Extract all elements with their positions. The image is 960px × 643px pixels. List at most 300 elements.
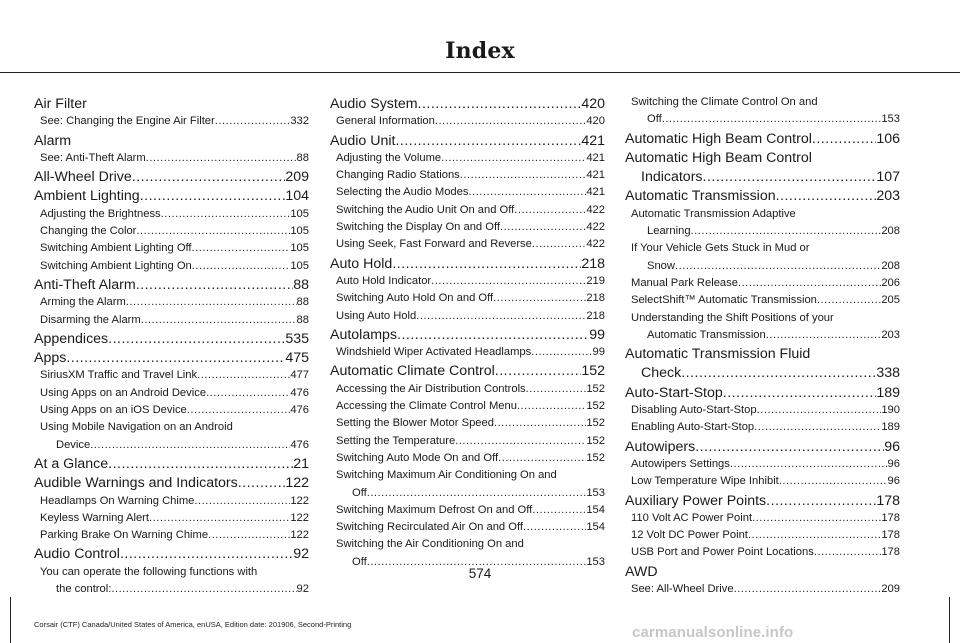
entry-label: Autowipers Settings — [631, 457, 730, 470]
index-column-3 — [625, 97, 900, 601]
entry-page-number: 153 — [881, 113, 900, 126]
entry-page-number: 152 — [586, 451, 605, 464]
leader-dots — [523, 522, 586, 533]
leader-dots — [532, 505, 586, 516]
index-sub-entry — [330, 187, 605, 204]
entry-page-number: 152 — [586, 382, 605, 395]
leader-dots — [734, 584, 882, 595]
entry-page-number: 105 — [290, 207, 309, 220]
index-sub-entry — [625, 97, 900, 114]
index-sub-entry — [34, 405, 309, 422]
index-sub-entry — [625, 513, 900, 530]
index-main-entry — [625, 151, 900, 170]
leader-dots — [208, 530, 290, 541]
leader-dots — [766, 494, 876, 508]
entry-page-number: 96 — [887, 475, 900, 488]
index-main-entry — [34, 97, 309, 116]
entry-label: You can operate the following functions with — [40, 565, 258, 578]
index-sub-entry — [330, 522, 605, 539]
entry-page-number: 206 — [881, 276, 900, 289]
entry-label: Automatic Transmission Fluid — [625, 346, 811, 363]
index-main-entry — [330, 257, 605, 276]
entry-label: Switching the Display On and Off — [336, 221, 500, 234]
leader-dots — [108, 457, 293, 471]
entry-page-number: 122 — [290, 511, 309, 524]
entry-page-number: 107 — [876, 169, 900, 186]
entry-label: Ambient Lighting — [34, 188, 140, 205]
index-sub-entry — [34, 226, 309, 243]
index-main-entry — [330, 134, 605, 153]
leader-dots — [779, 476, 888, 487]
leader-dots — [132, 170, 286, 184]
index-sub-entry — [330, 453, 605, 470]
entry-label: Alarm — [34, 132, 72, 149]
entry-label: Using Apps on an iOS Device — [40, 404, 187, 417]
entry-label: Manual Park Release — [631, 276, 738, 289]
index-sub-entry — [34, 513, 309, 530]
entry-label: Switching Auto Hold On and Off — [336, 292, 494, 305]
leader-dots — [149, 513, 290, 524]
entry-label: Changing the Color — [40, 225, 137, 238]
entry-label: Using Auto Hold — [336, 309, 417, 322]
entry-label: Appendices — [34, 330, 109, 347]
leader-dots — [460, 170, 587, 181]
entry-page-number: 154 — [586, 503, 605, 516]
index-main-entry — [34, 134, 309, 153]
entry-page-number: 106 — [876, 130, 900, 147]
leader-dots — [90, 440, 290, 451]
entry-label: Switching Maximum Air Conditioning On and — [336, 469, 557, 482]
entry-label: USB Port and Power Point Locations — [631, 546, 814, 559]
entry-page-number: 476 — [290, 404, 309, 417]
entry-page-number: 96 — [887, 457, 900, 470]
page-number: 574 — [468, 566, 492, 581]
entry-page-number: 189 — [881, 421, 900, 434]
index-sub-entry — [330, 384, 605, 401]
index-sub-entry — [625, 547, 900, 564]
leader-dots — [752, 513, 881, 524]
leader-dots — [418, 97, 582, 111]
index-sub-entry — [330, 401, 605, 418]
leader-dots — [757, 405, 882, 416]
entry-page-number: 105 — [290, 242, 309, 255]
index-sub-entry — [625, 114, 900, 131]
entry-label: Keyless Warning Alert — [40, 511, 150, 524]
index-sub-entry — [625, 422, 900, 439]
entry-label: Apps — [34, 350, 67, 367]
entry-label: Switching the Climate Control On and — [631, 96, 818, 108]
leader-dots — [817, 295, 881, 306]
index-main-entry — [34, 476, 309, 495]
entry-label: Audio Control — [34, 546, 120, 563]
entry-label: the control: — [56, 583, 112, 596]
leader-dots — [723, 386, 877, 400]
leader-dots — [206, 388, 290, 399]
entry-page-number: 178 — [881, 546, 900, 559]
crop-mark-right — [949, 597, 950, 643]
index-sub-entry — [625, 330, 900, 347]
crop-mark-left — [10, 597, 11, 643]
entry-label: Snow — [647, 259, 675, 272]
index-sub-entry — [330, 505, 605, 522]
index-sub-entry — [34, 297, 309, 314]
leader-dots — [194, 496, 290, 507]
entry-label: Low Temperature Wipe Inhibit — [631, 475, 779, 488]
index-sub-entry — [330, 205, 605, 222]
index-sub-entry — [330, 116, 605, 133]
entry-label: 12 Volt DC Power Point — [631, 529, 748, 542]
entry-label: Disarming the Alarm — [40, 313, 141, 326]
entry-label: Device — [56, 438, 91, 451]
entry-page-number: 122 — [290, 494, 309, 507]
entry-page-number: 88 — [293, 276, 309, 293]
leader-dots — [441, 153, 586, 164]
index-main-entry — [34, 351, 309, 370]
leader-dots — [814, 547, 881, 558]
leader-dots — [367, 488, 587, 499]
index-sub-entry — [34, 209, 309, 226]
entry-page-number: 421 — [586, 186, 605, 199]
leader-dots — [526, 384, 587, 395]
leader-dots — [397, 328, 589, 342]
entry-page-number: 209 — [881, 583, 900, 596]
entry-page-number: 189 — [876, 384, 900, 401]
entry-page-number: 92 — [293, 546, 309, 563]
index-sub-entry — [625, 476, 900, 493]
leader-dots — [531, 347, 592, 358]
leader-dots — [532, 239, 586, 250]
entry-label: General Information — [336, 115, 435, 128]
index-main-entry — [625, 132, 900, 151]
leader-dots — [662, 114, 882, 125]
index-main-entry — [330, 364, 605, 383]
leader-dots — [140, 189, 286, 203]
index-sub-entry — [330, 311, 605, 328]
entry-label: Audio System — [330, 96, 418, 112]
index-sub-entry — [34, 315, 309, 332]
entry-label: Using Apps on an Android Device — [40, 386, 207, 399]
entry-label: Windshield Wiper Activated Headlamps — [336, 346, 532, 359]
entry-page-number: 218 — [581, 255, 605, 272]
entry-page-number: 422 — [586, 238, 605, 251]
leader-dots — [187, 405, 291, 416]
leader-dots — [493, 293, 586, 304]
entry-label: Disabling Auto-Start-Stop — [631, 404, 757, 417]
entry-page-number: 421 — [581, 132, 605, 149]
header-divider — [0, 72, 960, 73]
index-main-entry — [625, 347, 900, 366]
leader-dots — [703, 170, 877, 184]
entry-label: Setting the Blower Motor Speed — [336, 417, 494, 430]
entry-label: 110 Volt AC Power Point — [631, 511, 753, 524]
index-sub-entry — [330, 293, 605, 310]
index-column-2 — [330, 97, 605, 574]
index-sub-entry — [34, 116, 309, 133]
entry-label: Adjusting the Brightness — [40, 207, 161, 220]
entry-page-number: 122 — [285, 475, 309, 492]
entry-label: Switching the Audio Unit On and Off — [336, 203, 515, 216]
index-sub-entry — [625, 226, 900, 243]
index-sub-entry — [625, 243, 900, 260]
index-main-entry — [625, 366, 900, 385]
entry-label: Auxiliary Power Points — [625, 492, 767, 509]
index-sub-entry — [34, 440, 309, 457]
leader-dots — [812, 132, 876, 146]
entry-label: Setting the Temperature — [336, 434, 456, 447]
leader-dots — [416, 311, 586, 322]
index-sub-entry — [34, 261, 309, 278]
entry-page-number: 178 — [881, 511, 900, 524]
entry-page-number: 208 — [881, 259, 900, 272]
entry-label: Auto Hold — [330, 255, 393, 272]
entry-label: Automatic Transmission — [647, 328, 766, 341]
leader-dots — [691, 226, 882, 237]
entry-label: See: Changing the Engine Air Filter — [40, 115, 215, 128]
index-sub-entry — [330, 347, 605, 364]
leader-dots — [392, 257, 581, 271]
entry-label: Switching the Air Conditioning On and — [336, 538, 524, 551]
entry-label: SiriusXM Traffic and Travel Link — [40, 369, 198, 382]
entry-page-number: 203 — [876, 188, 900, 205]
entry-page-number: 178 — [881, 529, 900, 542]
entry-label: Auto-Start-Stop — [625, 384, 723, 401]
entry-label: If Your Vehicle Gets Stuck in Mud or — [631, 242, 810, 255]
entry-label: Air Filter — [34, 96, 87, 112]
leader-dots — [136, 278, 294, 292]
leader-dots — [495, 364, 582, 378]
index-sub-entry — [625, 313, 900, 330]
entry-label: Off — [352, 555, 367, 568]
leader-dots — [776, 189, 877, 203]
index-sub-entry — [330, 470, 605, 487]
index-sub-entry — [625, 278, 900, 295]
entry-page-number: 421 — [586, 169, 605, 182]
index-sub-entry — [34, 496, 309, 513]
leader-dots — [192, 243, 291, 254]
entry-label: Using Seek, Fast Forward and Reverse — [336, 238, 532, 251]
index-sub-entry — [625, 295, 900, 312]
entry-page-number: 152 — [586, 434, 605, 447]
entry-label: Parking Brake On Warning Chime — [40, 529, 209, 542]
leader-dots — [126, 297, 297, 308]
entry-label: Audible Warnings and Indicators — [34, 475, 238, 492]
entry-page-number: 105 — [290, 225, 309, 238]
index-sub-entry — [34, 584, 309, 601]
entry-page-number: 105 — [290, 259, 309, 272]
entry-label: Autolamps — [330, 326, 398, 343]
index-sub-entry — [34, 243, 309, 260]
index-sub-entry — [34, 422, 309, 439]
entry-page-number: 219 — [586, 274, 605, 287]
index-sub-entry — [330, 239, 605, 256]
entry-label: All-Wheel Drive — [34, 169, 132, 186]
entry-page-number: 88 — [296, 313, 309, 326]
leader-dots — [136, 226, 290, 237]
entry-label: Understanding the Shift Positions of your — [631, 311, 834, 324]
leader-dots — [681, 366, 876, 380]
leader-dots — [66, 351, 285, 365]
entry-page-number: 338 — [876, 365, 900, 382]
leader-dots — [197, 370, 290, 381]
entry-page-number: 203 — [881, 328, 900, 341]
index-sub-entry — [330, 436, 605, 453]
entry-page-number: 99 — [592, 346, 605, 359]
index-main-entry — [330, 97, 605, 116]
leader-dots — [435, 116, 586, 127]
leader-dots — [111, 584, 296, 595]
leader-dots — [730, 459, 888, 470]
entry-label: Autowipers — [625, 438, 696, 455]
index-sub-entry — [625, 530, 900, 547]
entry-label: Selecting the Audio Modes — [336, 186, 469, 199]
index-sub-entry — [330, 539, 605, 556]
entry-page-number: 152 — [586, 400, 605, 413]
entry-label: AWD — [625, 563, 658, 580]
entry-page-number: 99 — [589, 326, 605, 343]
entry-page-number: 153 — [586, 486, 605, 499]
leader-dots — [141, 315, 297, 326]
entry-page-number: 477 — [290, 369, 309, 382]
index-main-entry — [330, 328, 605, 347]
entry-label: Enabling Auto-Start-Stop — [631, 421, 755, 434]
index-main-entry — [625, 494, 900, 513]
index-sub-entry — [330, 153, 605, 170]
entry-page-number: 421 — [586, 151, 605, 164]
index-main-entry — [625, 386, 900, 405]
entry-label: Switching Ambient Lighting Off — [40, 242, 192, 255]
entry-page-number: 205 — [881, 294, 900, 307]
entry-page-number: 475 — [285, 350, 309, 367]
index-sub-entry — [330, 488, 605, 505]
leader-dots — [431, 276, 586, 287]
footer-edition-text: Corsair (CTF) Canada/United States of America, enUSA, Edition date: 201906, Second-Printing — [34, 620, 352, 629]
entry-label: Accessing the Air Distribution Controls — [336, 382, 526, 395]
leader-dots — [192, 261, 291, 272]
leader-dots — [695, 440, 884, 454]
leader-dots — [215, 116, 291, 127]
index-sub-entry — [34, 370, 309, 387]
entry-page-number: 422 — [586, 203, 605, 216]
index-sub-entry — [330, 276, 605, 293]
index-main-entry — [34, 189, 309, 208]
entry-label: Accessing the Climate Control Menu — [336, 400, 517, 413]
entry-label: Check — [641, 365, 682, 382]
entry-label: Auto Hold Indicator — [336, 274, 432, 287]
entry-label: Automatic Transmission Adaptive — [631, 207, 796, 220]
index-sub-entry — [34, 530, 309, 547]
entry-page-number: 476 — [290, 438, 309, 451]
entry-label: Changing Radio Stations — [336, 169, 460, 182]
entry-page-number: 218 — [586, 292, 605, 305]
entry-page-number: 190 — [881, 404, 900, 417]
entry-label: Switching Ambient Lighting On — [40, 259, 192, 272]
leader-dots — [500, 222, 586, 233]
entry-page-number: 422 — [586, 221, 605, 234]
entry-label: Audio Unit — [330, 132, 396, 149]
index-sub-entry — [625, 261, 900, 278]
leader-dots — [108, 332, 285, 346]
index-main-entry — [34, 547, 309, 566]
entry-label: See: Anti-Theft Alarm — [40, 151, 146, 164]
leader-dots — [120, 547, 293, 561]
entry-label: Indicators — [641, 169, 703, 186]
entry-label: Headlamps On Warning Chime — [40, 494, 195, 507]
leader-dots — [754, 422, 881, 433]
index-sub-entry — [330, 170, 605, 187]
page-title: Index — [445, 38, 515, 64]
leader-dots — [675, 261, 881, 272]
index-sub-entry — [625, 459, 900, 476]
entry-label: Learning — [647, 225, 691, 238]
index-sub-entry — [625, 584, 900, 601]
entry-page-number: 476 — [290, 386, 309, 399]
entry-label: SelectShift™ Automatic Transmission — [631, 294, 817, 307]
entry-page-number: 152 — [581, 363, 605, 380]
leader-dots — [517, 401, 586, 412]
entry-label: Automatic High Beam Control — [625, 149, 812, 166]
entry-label: Automatic Climate Control — [330, 363, 495, 380]
entry-page-number: 152 — [586, 417, 605, 430]
entry-label: Automatic High Beam Control — [625, 130, 812, 147]
index-main-entry — [34, 332, 309, 351]
entry-label: Off — [647, 113, 662, 126]
entry-label: Adjusting the Volume — [336, 151, 442, 164]
entry-label: Anti-Theft Alarm — [34, 276, 136, 293]
leader-dots — [146, 153, 297, 164]
leader-dots — [395, 134, 581, 148]
entry-label: Switching Recirculated Air On and Off — [336, 521, 523, 534]
entry-label: Switching Maximum Defrost On and Off — [336, 503, 533, 516]
entry-label: Arming the Alarm — [40, 296, 126, 309]
leader-dots — [494, 418, 586, 429]
leader-dots — [238, 476, 286, 490]
index-sub-entry — [330, 222, 605, 239]
entry-page-number: 209 — [285, 169, 309, 186]
entry-label: Automatic Transmission — [625, 188, 776, 205]
index-main-entry — [34, 170, 309, 189]
entry-page-number: 218 — [586, 309, 605, 322]
entry-page-number: 208 — [881, 225, 900, 238]
leader-dots — [161, 209, 291, 220]
entry-label: Switching Auto Mode On and Off — [336, 451, 499, 464]
index-main-entry — [34, 457, 309, 476]
entry-page-number: 88 — [296, 151, 309, 164]
entry-page-number: 420 — [581, 96, 605, 112]
leader-dots — [748, 530, 881, 541]
index-main-entry — [625, 440, 900, 459]
entry-page-number: 21 — [293, 455, 309, 472]
entry-page-number: 332 — [290, 115, 309, 128]
leader-dots — [498, 453, 586, 464]
index-sub-entry — [330, 418, 605, 435]
entry-page-number: 420 — [586, 115, 605, 128]
entry-label: Using Mobile Navigation on an Android — [40, 421, 233, 434]
leader-dots — [514, 205, 586, 216]
leader-dots — [468, 187, 586, 198]
entry-page-number: 122 — [290, 529, 309, 542]
entry-label: At a Glance — [34, 455, 109, 472]
index-sub-entry — [34, 388, 309, 405]
watermark-text: carmanualsonline.info — [632, 624, 794, 641]
entry-page-number: 154 — [586, 521, 605, 534]
index-main-entry — [625, 189, 900, 208]
entry-page-number: 88 — [296, 296, 309, 309]
index-sub-entry — [625, 405, 900, 422]
index-main-entry — [34, 278, 309, 297]
leader-dots — [738, 278, 881, 289]
entry-label: Off — [352, 486, 367, 499]
entry-page-number: 96 — [884, 438, 900, 455]
